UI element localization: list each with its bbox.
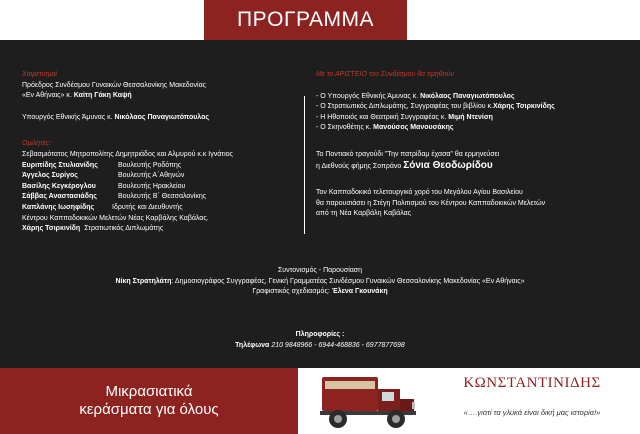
award-item bbox=[316, 102, 636, 113]
refreshments-banner bbox=[0, 368, 298, 434]
speakers-heading: Ομιλητές: bbox=[22, 140, 52, 148]
info-heading: Πληροφορίες : bbox=[295, 331, 345, 338]
dance-line-2: θα παρουσιάσει η Στέγη Πολιτισμού του Κέντρου Καππαδοκικών Μελετών bbox=[316, 199, 546, 207]
left-column bbox=[22, 70, 300, 235]
speaker-row bbox=[22, 192, 300, 203]
speaker-name: Καπλάνης Ιωσηφίδης bbox=[22, 203, 95, 211]
info-block bbox=[0, 330, 640, 351]
award-prefix: - Ο Υπουργός Εθνικής Άμυνας κ. bbox=[316, 92, 421, 100]
designer-name: Έλενα Γκουνάκη bbox=[331, 288, 388, 296]
song-line-1: Το Ποντιακό τραγούδι "Την πατρίδαμ έχασα" θα ερμηνεύσει bbox=[316, 150, 500, 158]
award-item bbox=[316, 123, 636, 134]
program-body bbox=[0, 40, 640, 368]
vintage-truck-icon bbox=[318, 371, 420, 431]
dance-line-3: από τη Νέα Καρβάλη Καβάλας bbox=[316, 210, 412, 218]
award-name: Μανούσος Μανουσάκης bbox=[373, 124, 454, 132]
greetings-line-2 bbox=[22, 91, 300, 102]
greetings-line-2-prefix: «Εν Αθήναις» κ. bbox=[22, 92, 74, 100]
speaker-name: Χάρης Τσιρκινίδη bbox=[22, 225, 81, 233]
speaker-role: Βουλευτής Β΄ Θεσσαλονίκης bbox=[118, 193, 207, 201]
speaker-row bbox=[22, 203, 300, 214]
coordination-block bbox=[0, 266, 640, 298]
speaker-name: Ευριπίδης Στυλιανίδης bbox=[22, 161, 98, 169]
greetings-line-3 bbox=[22, 113, 300, 124]
program-title: ΠΡΟΓΡΑΜΜΑ bbox=[204, 0, 407, 40]
phone-label: Τηλέφωνα bbox=[235, 341, 272, 349]
awards-heading: Με το ΑΡΙΣΤΕΙΟ του Συνδέσμου θα τιμηθούν bbox=[316, 71, 454, 78]
spacer bbox=[316, 172, 636, 188]
dance-line-1: Τον Καππαδοκικό τελετουργικό χορό του Μεγάλου Αγίου Βασιλείου bbox=[316, 189, 523, 197]
award-name: Νικόλαος Παναγιωτόπουλος bbox=[420, 92, 515, 100]
speaker-role: Βουλευτής Ροδόπης bbox=[118, 161, 182, 169]
soprano-name: Σόνια Θεοδωρίδου bbox=[403, 159, 493, 171]
right-column bbox=[316, 70, 636, 220]
speaker-row bbox=[22, 161, 300, 172]
award-prefix: - Ο Σκηνοθέτης κ. bbox=[316, 124, 374, 132]
speaker-name: Σάββας Αναστασιάδης bbox=[22, 193, 97, 201]
design-label: Γραφιστικός σχεδιασμός: bbox=[252, 288, 332, 296]
song-line-2-prefix: η Διεθνούς φήμης Σοπράνο bbox=[316, 162, 404, 170]
column-divider bbox=[304, 96, 305, 234]
presenter-name: Νίκη Στρατηλάτη bbox=[115, 277, 172, 285]
award-name: Χάρης Τσιρκινίδης bbox=[492, 103, 555, 111]
presenter-description: : Δημοσιογράφος Συγγραφέας, Γενική Γραμματέας Συνδέσμου Γυναικών Θεσσαλονίκης Μακεδονίας «Εν Αθήναις» bbox=[171, 277, 525, 285]
speaker-row: Σεβασμιότατος Μητροπολίτης Δημητριάδος και Αλμυρού κ.κ Ιγνάτιος bbox=[22, 150, 233, 158]
design-credit bbox=[0, 287, 640, 298]
award-prefix: - Η Ηθοποιός και Θεατρική Συγγραφέας κ. bbox=[316, 113, 449, 121]
speaker-role: Στρατιωτικός Διπλωμάτης bbox=[84, 225, 164, 233]
phones-line bbox=[0, 341, 640, 352]
brand-name: ΚΩΝΣΤΑΝΤΙΝΙΔΗΣ bbox=[463, 375, 601, 391]
speaker-role: Ιδρυτής και Διευθυντής bbox=[112, 203, 183, 211]
spacer bbox=[22, 102, 300, 113]
award-name: Μιμή Ντενίση bbox=[448, 113, 493, 121]
spacer bbox=[316, 81, 636, 92]
phone-numbers: 210 9848966 - 6944-468836 - 6977877698 bbox=[271, 341, 405, 349]
song-line-2 bbox=[316, 161, 636, 173]
greetings-line-3-name: Νικόλαος Παναγιωτόπουλος bbox=[114, 113, 210, 121]
award-prefix: - Ο Στρατιωτικός Διπλωμάτης, Συγγραφέας του βιβλίου κ. bbox=[316, 103, 493, 111]
greetings-line-1: Πρόεδρος Συνδέσμου Γυναικών Θεσσαλονίκης Μακεδονίας bbox=[22, 81, 207, 89]
speaker-role: Βουλευτής Ηρακλείου bbox=[118, 182, 186, 190]
greetings-line-3-prefix: Υπουργός Εθνικής Άμυνας κ. bbox=[22, 113, 115, 121]
award-item bbox=[316, 113, 636, 124]
speaker-role: Βουλευτής Α΄Αθηνών bbox=[118, 172, 185, 180]
speaker-row bbox=[22, 171, 300, 182]
speaker-name: Άγγελος Συρίγος bbox=[22, 172, 78, 180]
brand-slogan: «….γιατί τα γλυκά είναι δική μας ιστορία!» bbox=[463, 408, 601, 417]
spacer bbox=[316, 134, 636, 150]
speaker-row bbox=[22, 182, 300, 193]
speaker-row bbox=[22, 224, 300, 235]
award-item bbox=[316, 92, 636, 103]
spacer bbox=[22, 123, 300, 139]
speaker-name: Βασίλης Κεγκέρογλου bbox=[22, 182, 96, 190]
refreshments-line-1: Μικρασιατικά bbox=[105, 383, 193, 400]
speaker-row: Κέντρου Καππαδοκικών Μελετών Νέας Καρβάλης Καβάλας. bbox=[22, 214, 209, 222]
greetings-heading: Χαιρετισμοί bbox=[22, 71, 57, 78]
coordination-line bbox=[0, 277, 640, 288]
greetings-line-2-name: Καίτη Γάκη Καψή bbox=[73, 92, 132, 100]
coordination-heading: Συντονισμός - Παρουσίαση bbox=[277, 267, 363, 274]
refreshments-line-2: κεράσματα για όλους bbox=[79, 401, 219, 418]
